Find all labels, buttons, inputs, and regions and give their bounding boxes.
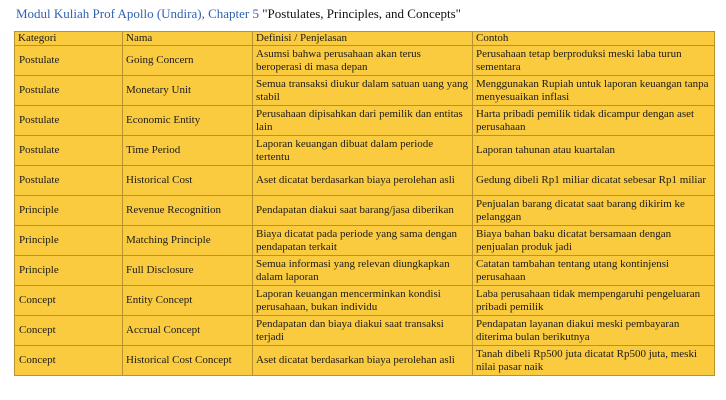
- table-row: [15, 76, 715, 106]
- nama-cell: Monetary Unit: [123, 76, 253, 106]
- nama-cell: Going Concern: [123, 46, 253, 76]
- contoh-cell: Gedung dibeli Rp1 miliar dicatat sebesar Rp1 miliar: [473, 166, 715, 196]
- definisi-cell: Biaya dicatat pada periode yang sama dengan pendapatan terkait: [253, 226, 473, 256]
- contoh-cell: Tanah dibeli Rp500 juta dicatat Rp500 juta, meski nilai pasar naik: [473, 346, 715, 376]
- nama-cell: Historical Cost Concept: [123, 346, 253, 376]
- kategori-cell: Concept: [15, 286, 123, 316]
- nama-cell: Accrual Concept: [123, 316, 253, 346]
- definisi-cell: Pendapatan diakui saat barang/jasa diberikan: [253, 196, 473, 226]
- table-container: [14, 31, 714, 376]
- definisi-cell: Aset dicatat berdasarkan biaya perolehan asli: [253, 346, 473, 376]
- header-definisi: Definisi / Penjelasan: [253, 32, 473, 46]
- kategori-cell: Principle: [15, 196, 123, 226]
- table-row: [15, 136, 715, 166]
- table-row: [15, 286, 715, 316]
- definisi-cell: Aset dicatat berdasarkan biaya perolehan asli: [253, 166, 473, 196]
- kategori-cell: Principle: [15, 226, 123, 256]
- kategori-cell: Postulate: [15, 166, 123, 196]
- kategori-cell: Postulate: [15, 136, 123, 166]
- header-nama: Nama: [123, 32, 253, 46]
- page-title: [16, 6, 461, 22]
- title-chapter-name: "Postulates, Principles, and Concepts": [262, 6, 461, 21]
- table-row: [15, 46, 715, 76]
- kategori-cell: Postulate: [15, 76, 123, 106]
- title-module: Modul Kuliah Prof Apollo (Undira), Chapter 5: [16, 6, 259, 21]
- table-row: [15, 226, 715, 256]
- table-row: [15, 256, 715, 286]
- table-header-row: [15, 32, 715, 46]
- contoh-cell: Catatan tambahan tentang utang kontinjensi perusahaan: [473, 256, 715, 286]
- nama-cell: Revenue Recognition: [123, 196, 253, 226]
- nama-cell: Entity Concept: [123, 286, 253, 316]
- nama-cell: Full Disclosure: [123, 256, 253, 286]
- concepts-table: [14, 31, 715, 376]
- nama-cell: Economic Entity: [123, 106, 253, 136]
- definisi-cell: Laporan keuangan dibuat dalam periode tertentu: [253, 136, 473, 166]
- definisi-cell: Laporan keuangan mencerminkan kondisi perusahaan, bukan individu: [253, 286, 473, 316]
- nama-cell: Matching Principle: [123, 226, 253, 256]
- nama-cell: Time Period: [123, 136, 253, 166]
- definisi-cell: Perusahaan dipisahkan dari pemilik dan entitas lain: [253, 106, 473, 136]
- contoh-cell: Menggunakan Rupiah untuk laporan keuangan tanpa menyesuaikan inflasi: [473, 76, 715, 106]
- definisi-cell: Pendapatan dan biaya diakui saat transaksi terjadi: [253, 316, 473, 346]
- table-row: [15, 166, 715, 196]
- contoh-cell: Perusahaan tetap berproduksi meski laba turun sementara: [473, 46, 715, 76]
- header-kategori: Kategori: [15, 32, 123, 46]
- table-row: [15, 196, 715, 226]
- definisi-cell: Semua informasi yang relevan diungkapkan dalam laporan: [253, 256, 473, 286]
- kategori-cell: Concept: [15, 316, 123, 346]
- contoh-cell: Laporan tahunan atau kuartalan: [473, 136, 715, 166]
- table-row: [15, 316, 715, 346]
- kategori-cell: Principle: [15, 256, 123, 286]
- definisi-cell: Semua transaksi diukur dalam satuan uang yang stabil: [253, 76, 473, 106]
- header-contoh: Contoh: [473, 32, 715, 46]
- definisi-cell: Asumsi bahwa perusahaan akan terus beroperasi di masa depan: [253, 46, 473, 76]
- kategori-cell: Postulate: [15, 46, 123, 76]
- contoh-cell: Biaya bahan baku dicatat bersamaan dengan penjualan produk jadi: [473, 226, 715, 256]
- contoh-cell: Penjualan barang dicatat saat barang dikirim ke pelanggan: [473, 196, 715, 226]
- contoh-cell: Harta pribadi pemilik tidak dicampur dengan aset perusahaan: [473, 106, 715, 136]
- table-row: [15, 346, 715, 376]
- contoh-cell: Laba perusahaan tidak mempengaruhi pengeluaran pribadi pemilik: [473, 286, 715, 316]
- nama-cell: Historical Cost: [123, 166, 253, 196]
- kategori-cell: Concept: [15, 346, 123, 376]
- contoh-cell: Pendapatan layanan diakui meski pembayaran diterima bulan berikutnya: [473, 316, 715, 346]
- table-row: [15, 106, 715, 136]
- kategori-cell: Postulate: [15, 106, 123, 136]
